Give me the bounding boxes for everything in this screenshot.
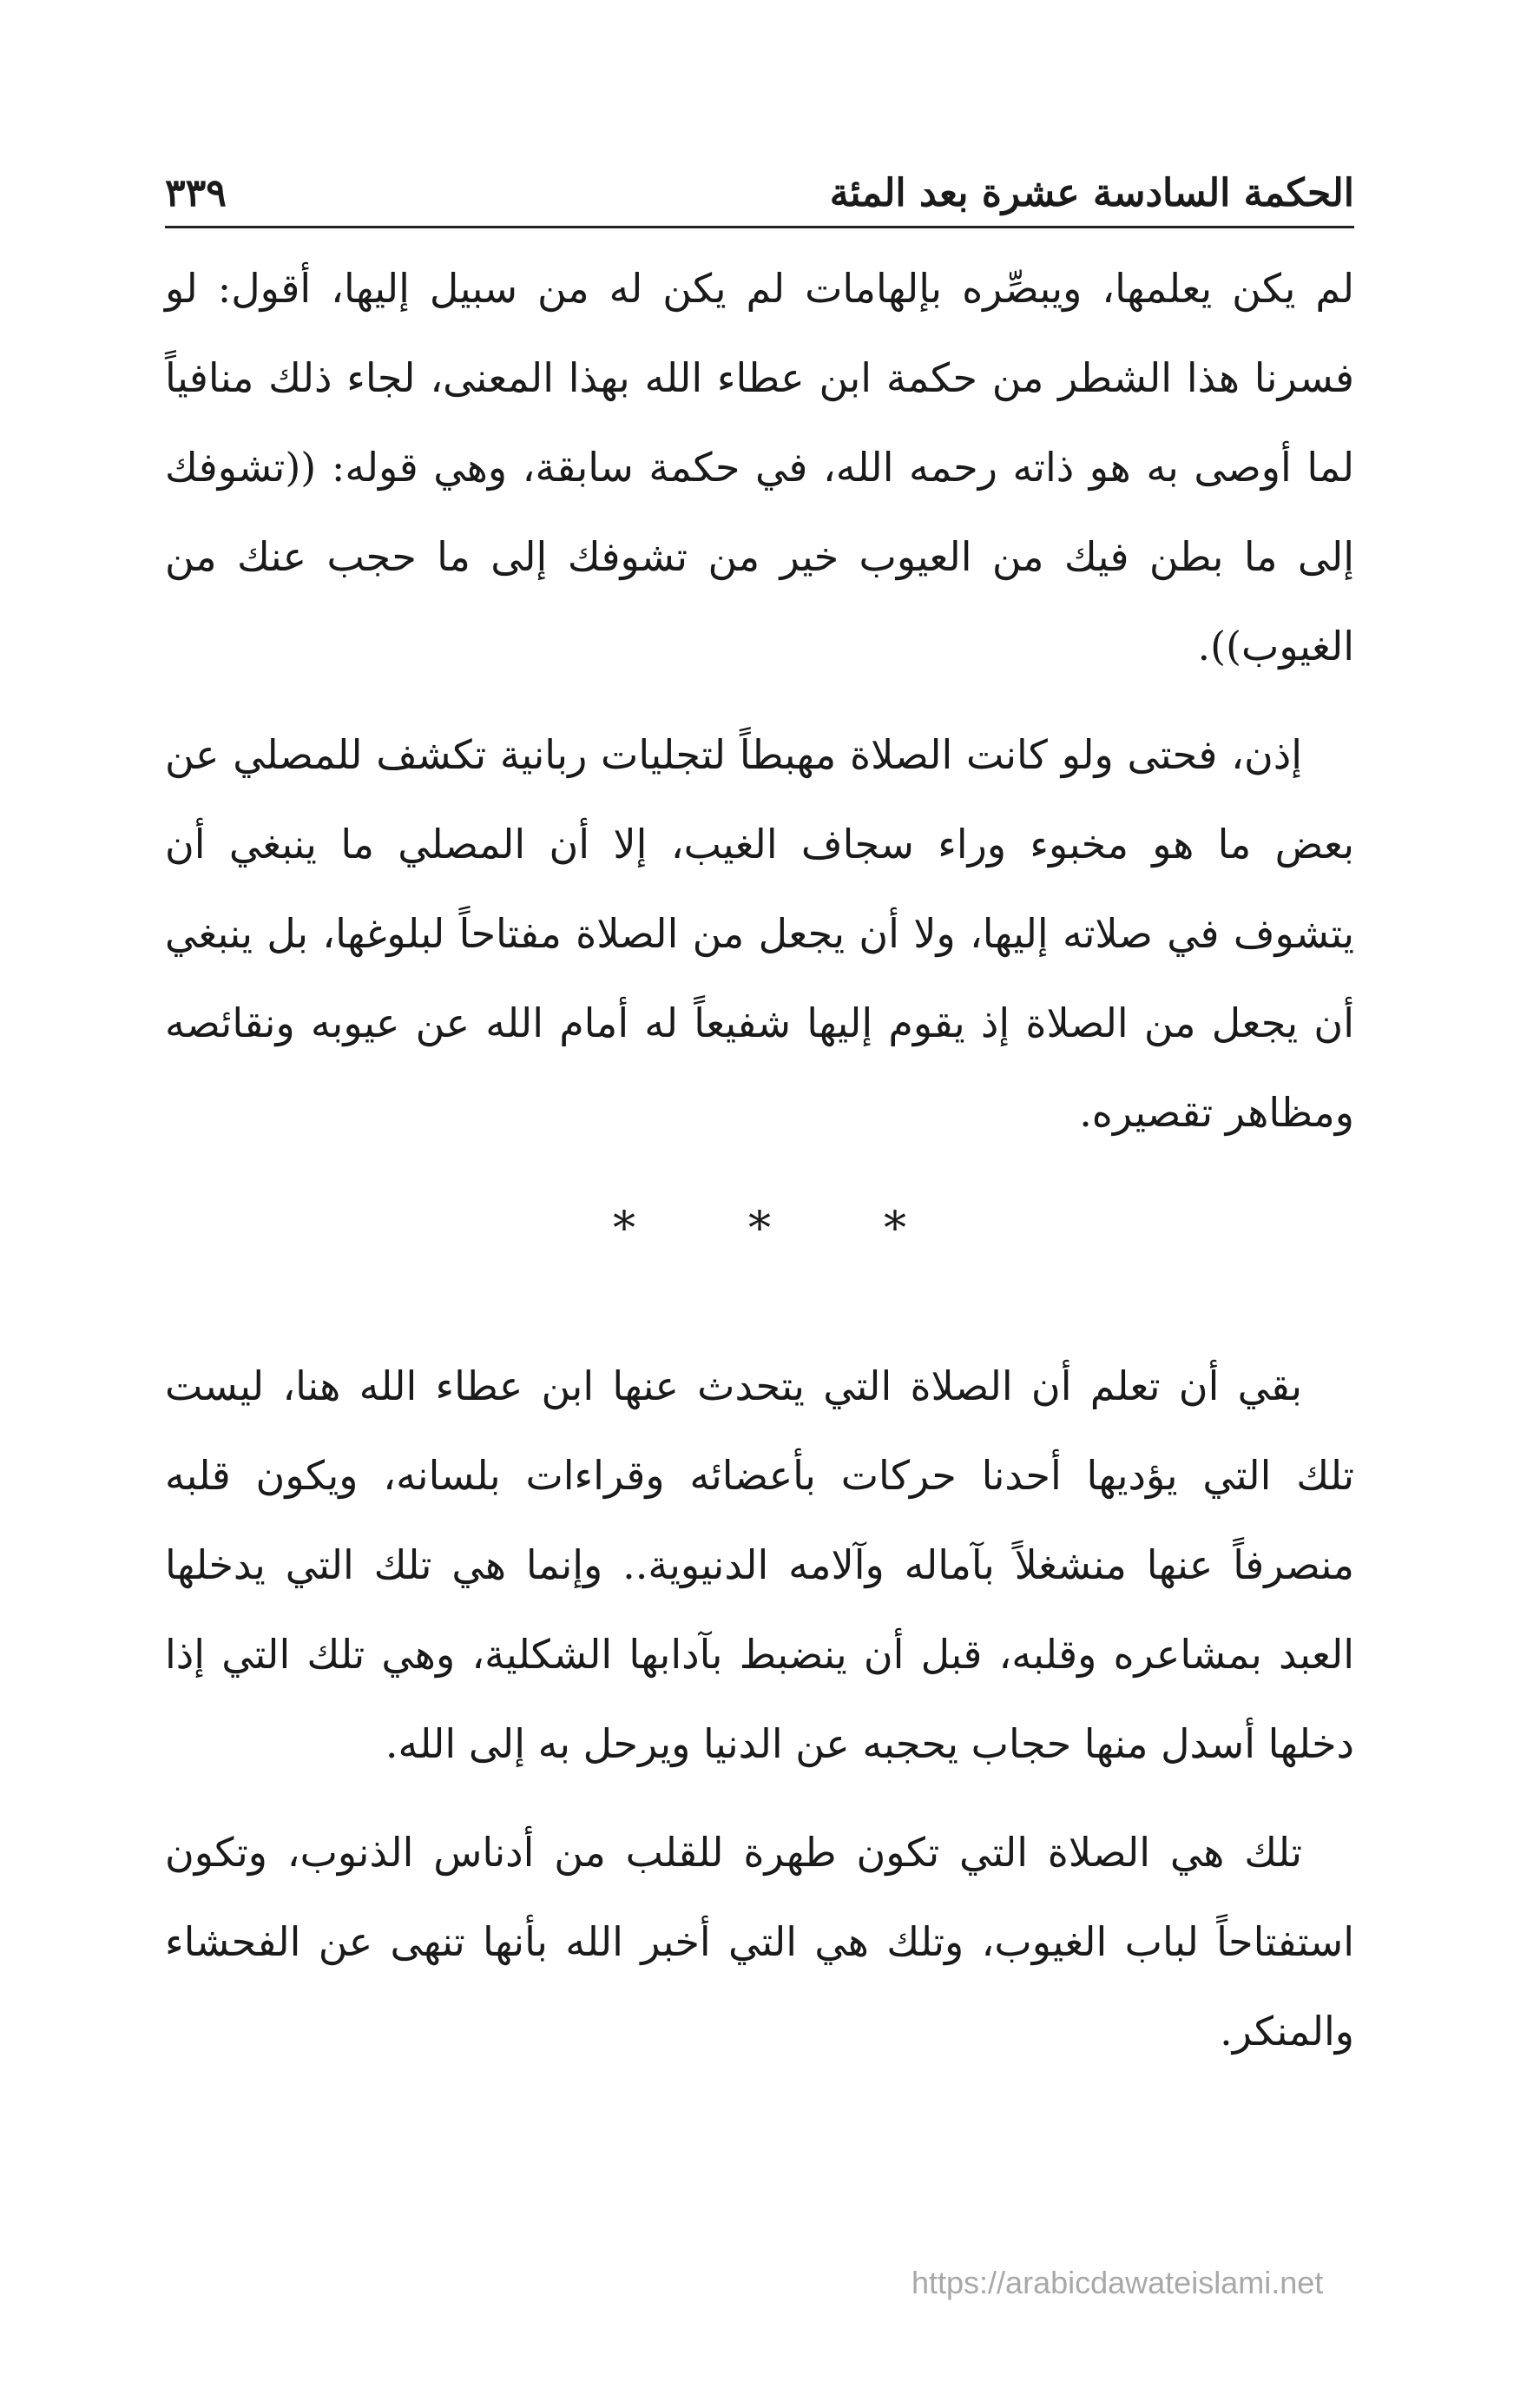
book-page	[165, 156, 1354, 2284]
paragraph: تلك هي الصلاة التي تكون طهرة للقلب من أدناس الذنوب، وتكون استفتاحاً لباب الغيوب، وتلك هي التي أخبر الله بأنها تنهى عن الفحشاء والمنكر.	[165, 1829, 1354, 2055]
page-body	[165, 244, 1354, 2076]
paragraph: إذن، فحتى ولو كانت الصلاة مهبطاً لتجليات ربانية تكشف للمصلي عن بعض ما هو مخبوء وراء سجاف الغيب، إلا أن المصلي ما ينبغي أن يتشوف في صلاته إليها، ولا أن يجعل من الصلاة مفتاحاً لبلوغها، بل ينبغي أن يجعل من الصلاة إذ يقوم إليها شفيعاً له أمام الله عن عيوبه ونقائصه ومظاهر تقصيره.	[165, 731, 1354, 1136]
paragraph-continuation: لم يكن يعلمها، ويبصِّره بإلهامات لم يكن له من سبيل إليها، أقول: لو فسرنا هذا الشطر من حكمة ابن عطاء الله بهذا المعنى، لجاء ذلك منافياً لما أوصى به هو ذاته رحمه الله، في حكمة سابقة، وهي قوله: ((تشوفك إلى ما بطن فيك من العيوب خير من تشوفك إلى ما حجب عنك من الغيوب)).	[165, 265, 1354, 670]
page-header	[165, 156, 1354, 228]
separator-star: *	[613, 1203, 635, 1255]
running-title: الحكمة السادسة عشرة بعد المئة	[829, 171, 1354, 215]
section-separator	[165, 1177, 1354, 1281]
paragraph: بقي أن تعلم أن الصلاة التي يتحدث عنها ابن عطاء الله هنا، ليست تلك التي يؤديها أحدنا حركات بأعضائه وقراءات بلسانه، ويكون قلبه منصرفاً عنها منشغلاً بآماله وآلامه الدنيوية.. وإنما هي تلك التي يدخلها العبد بمشاعره وقلبه، قبل أن ينضبط بآدابها الشكلية، وهي تلك التي إذا دخلها أسدل منها حجاب يحجبه عن الدنيا ويرحل به إلى الله.	[165, 1362, 1354, 1767]
separator-star: *	[748, 1203, 771, 1255]
source-watermark: https://arabicdawateislami.net	[911, 2265, 1324, 2300]
separator-star: *	[884, 1203, 906, 1255]
page-number: ٣٣٩	[165, 171, 227, 215]
